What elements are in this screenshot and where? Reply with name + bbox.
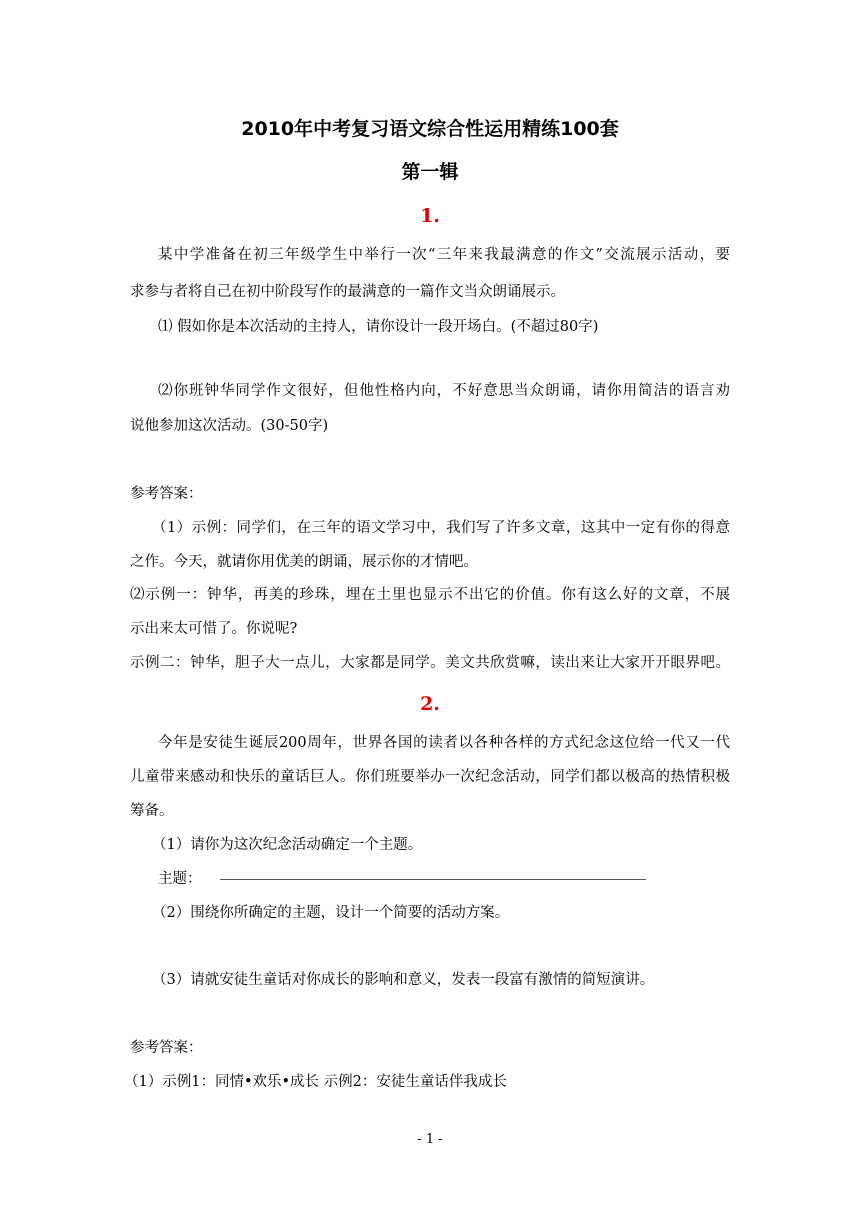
q2-theme-row [158, 869, 646, 889]
document-subtitle: 第一辑 [401, 161, 459, 183]
q1-task-2-line-1: ⑵你班钟华同学作文很好，但他性格内向，不好意思当众朗诵，请你用简洁的语言劝 [158, 383, 730, 399]
q1-answer-label: 参考答案： [130, 486, 203, 502]
q1-answer-1-line-1: （1）示例：同学们，在三年的语文学习中，我们写了许多文章，这其中一定有你的得意 [152, 520, 730, 536]
q1-answer-2-line-1: ⑵示例一：钟华，再美的珍珠，埋在土里也显示不出它的价值。你有这么好的文章，不展 [130, 587, 730, 603]
q2-answer-1: （1）示例1：同情•欢乐•成长 示例2：安徒生童话伴我成长 [124, 1074, 507, 1090]
q1-task-1: ⑴ 假如你是本次活动的主持人，请你设计一段开场白。(不超过80字) [158, 319, 599, 335]
q2-prompt-line-1: 今年是安徒生诞辰200周年，世界各国的读者以各种各样的方式纪念这位给一代又一代 [158, 735, 730, 751]
q2-task-1: （1）请你为这次纪念活动确定一个主题。 [152, 837, 423, 853]
q1-answer-2-line-2: 示出来太可惜了。你说呢? [130, 621, 298, 637]
q1-prompt-line-1: 某中学准备在初三年级学生中举行一次“三年来我最满意的作文”交流展示活动，要 [158, 247, 730, 263]
q2-prompt-line-3: 筹备。 [130, 803, 174, 819]
q2-task-2: （2）围绕你所确定的主题，设计一个简要的活动方案。 [152, 905, 510, 921]
question-number-2: 2. [420, 693, 440, 715]
document-title: 2010年中考复习语文综合性运用精练100套 [241, 118, 619, 140]
q2-prompt-line-2: 儿童带来感动和快乐的童话巨人。你们班要举办一次纪念活动，同学们都以极高的热情积极 [130, 769, 730, 785]
q1-answer-1-line-2: 之作。今天，就请你用优美的朗诵，展示你的才情吧。 [130, 554, 478, 570]
q2-answer-label: 参考答案： [130, 1040, 203, 1056]
q2-theme-blank-line[interactable] [220, 879, 646, 880]
question-number-1: 1. [420, 205, 440, 227]
q2-theme-label: 主题： [158, 871, 202, 887]
q1-task-2-line-2: 说他参加这次活动。(30-50字) [130, 418, 329, 434]
page-number: - 1 - [417, 1132, 443, 1147]
q2-task-3: （3）请就安徒生童话对你成长的影响和意义，发表一段富有激情的简短演讲。 [152, 972, 655, 988]
q1-prompt-line-2: 求参与者将自己在初中阶段写作的最满意的一篇作文当众朗诵展示。 [130, 284, 565, 300]
q1-answer-2-example-2: 示例二：钟华，胆子大一点儿，大家都是同学。美文共欣赏嘛，读出来让大家开开眼界吧。 [130, 655, 730, 671]
